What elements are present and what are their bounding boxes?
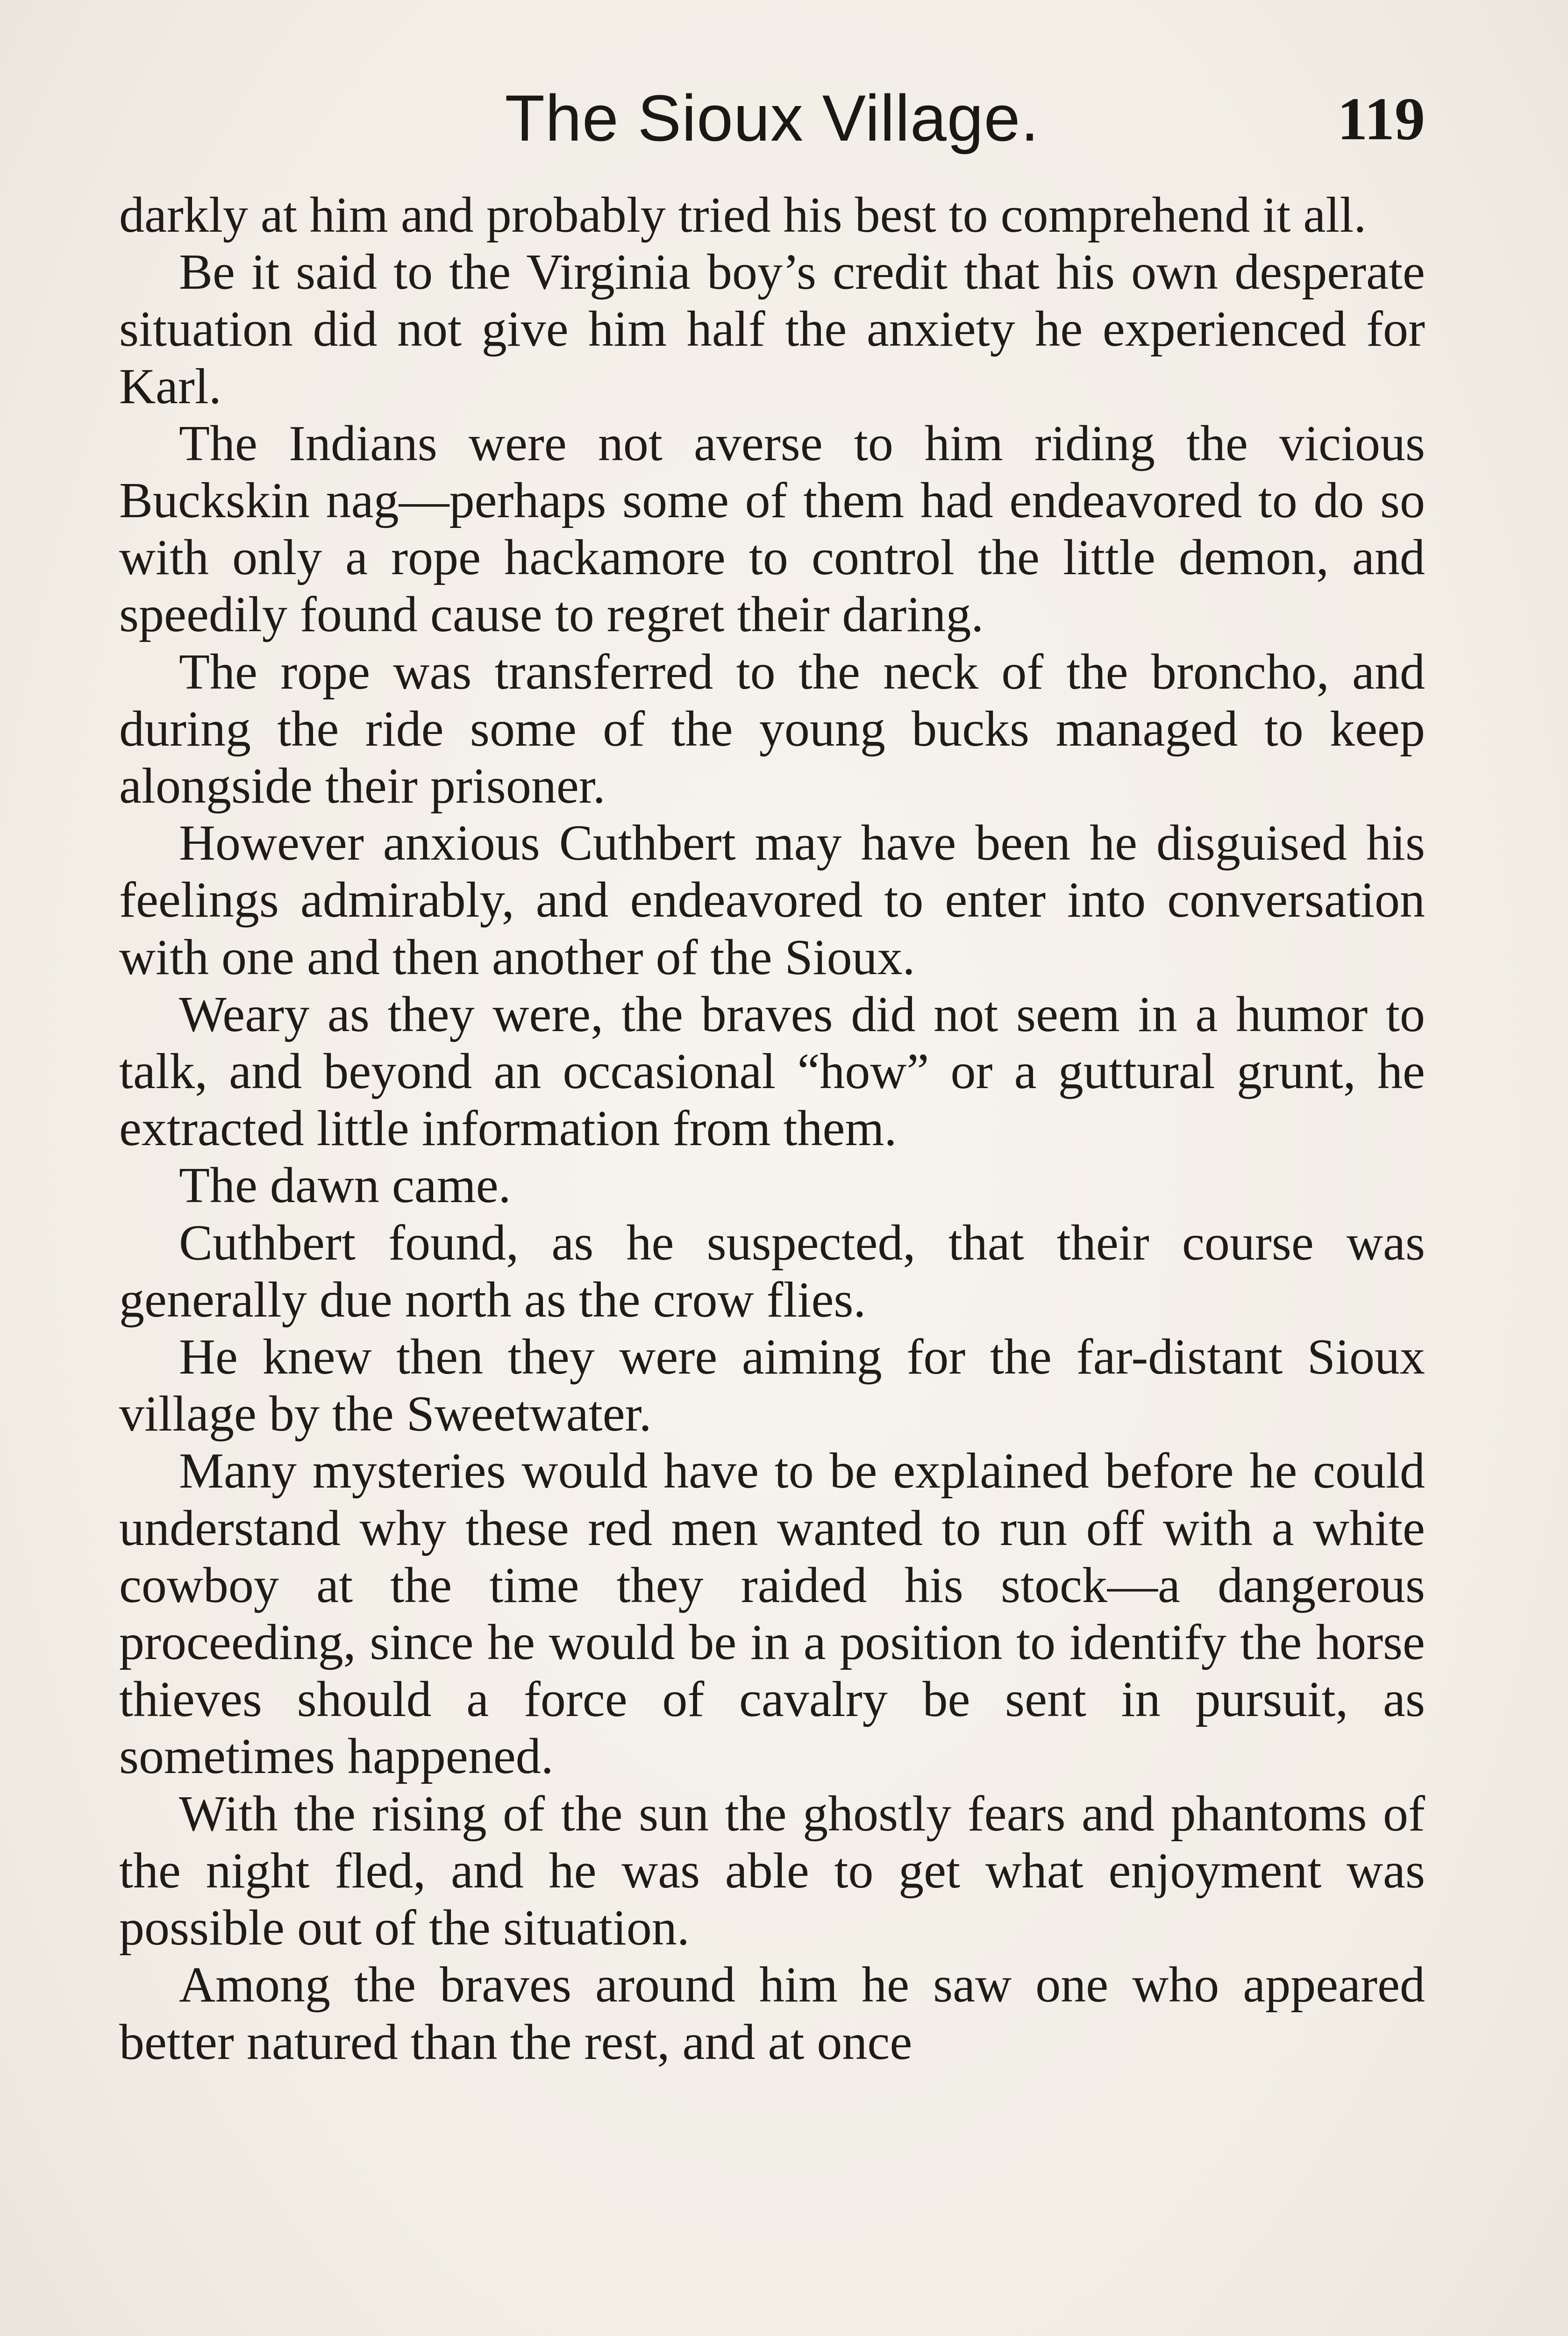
paragraph: Many mysteries would have to be explained before he could understand why these red men wanted to run off with a white cowboy at the time they raided his stock—a dangerous proceeding, since he would be in a position to identify the horse thieves should a force of cavalry be sent in pursuit, as sometimes happened.	[119, 1443, 1425, 1785]
paragraph: Be it said to the Virginia boy’s credit that his own desperate situation did not give him half the anxiety he experienced for Karl.	[119, 244, 1425, 414]
paragraph: Cuthbert found, as he suspected, that their course was generally due north as the crow flies.	[119, 1215, 1425, 1328]
paragraph: Among the braves around him he saw one who appeared better natured than the rest, and at once	[119, 1957, 1425, 2070]
paragraph: However anxious Cuthbert may have been he disguised his feelings admirably, and endeavored to enter into conversation with one and then another of the Sioux.	[119, 815, 1425, 985]
body-text	[119, 187, 1425, 2071]
page-title: The Sioux Village.	[505, 81, 1040, 155]
paragraph: With the rising of the sun the ghostly fears and phantoms of the night fled, and he was able to get what enjoyment was possible out of the situation.	[119, 1786, 1425, 1956]
running-head	[119, 70, 1425, 164]
paragraph: He knew then they were aiming for the far-distant Sioux village by the Sweetwater.	[119, 1329, 1425, 1442]
paragraph: darkly at him and probably tried his best to comprehend it all.	[119, 187, 1367, 243]
paragraph: Weary as they were, the braves did not seem in a humor to talk, and beyond an occasional “how” or a guttural grunt, he extracted little information from them.	[119, 986, 1425, 1157]
paragraph: The dawn came.	[179, 1158, 511, 1214]
paragraph: The Indians were not averse to him riding the vicious Buckskin nag—perhaps some of them had endeavored to do so with only a rope hackamore to control the little demon, and speedily found cause to regret their daring.	[119, 415, 1425, 643]
paragraph: The rope was transferred to the neck of the broncho, and during the ride some of the young bucks managed to keep alongside their prisoner.	[119, 644, 1425, 814]
page-number: 119	[1337, 85, 1425, 153]
